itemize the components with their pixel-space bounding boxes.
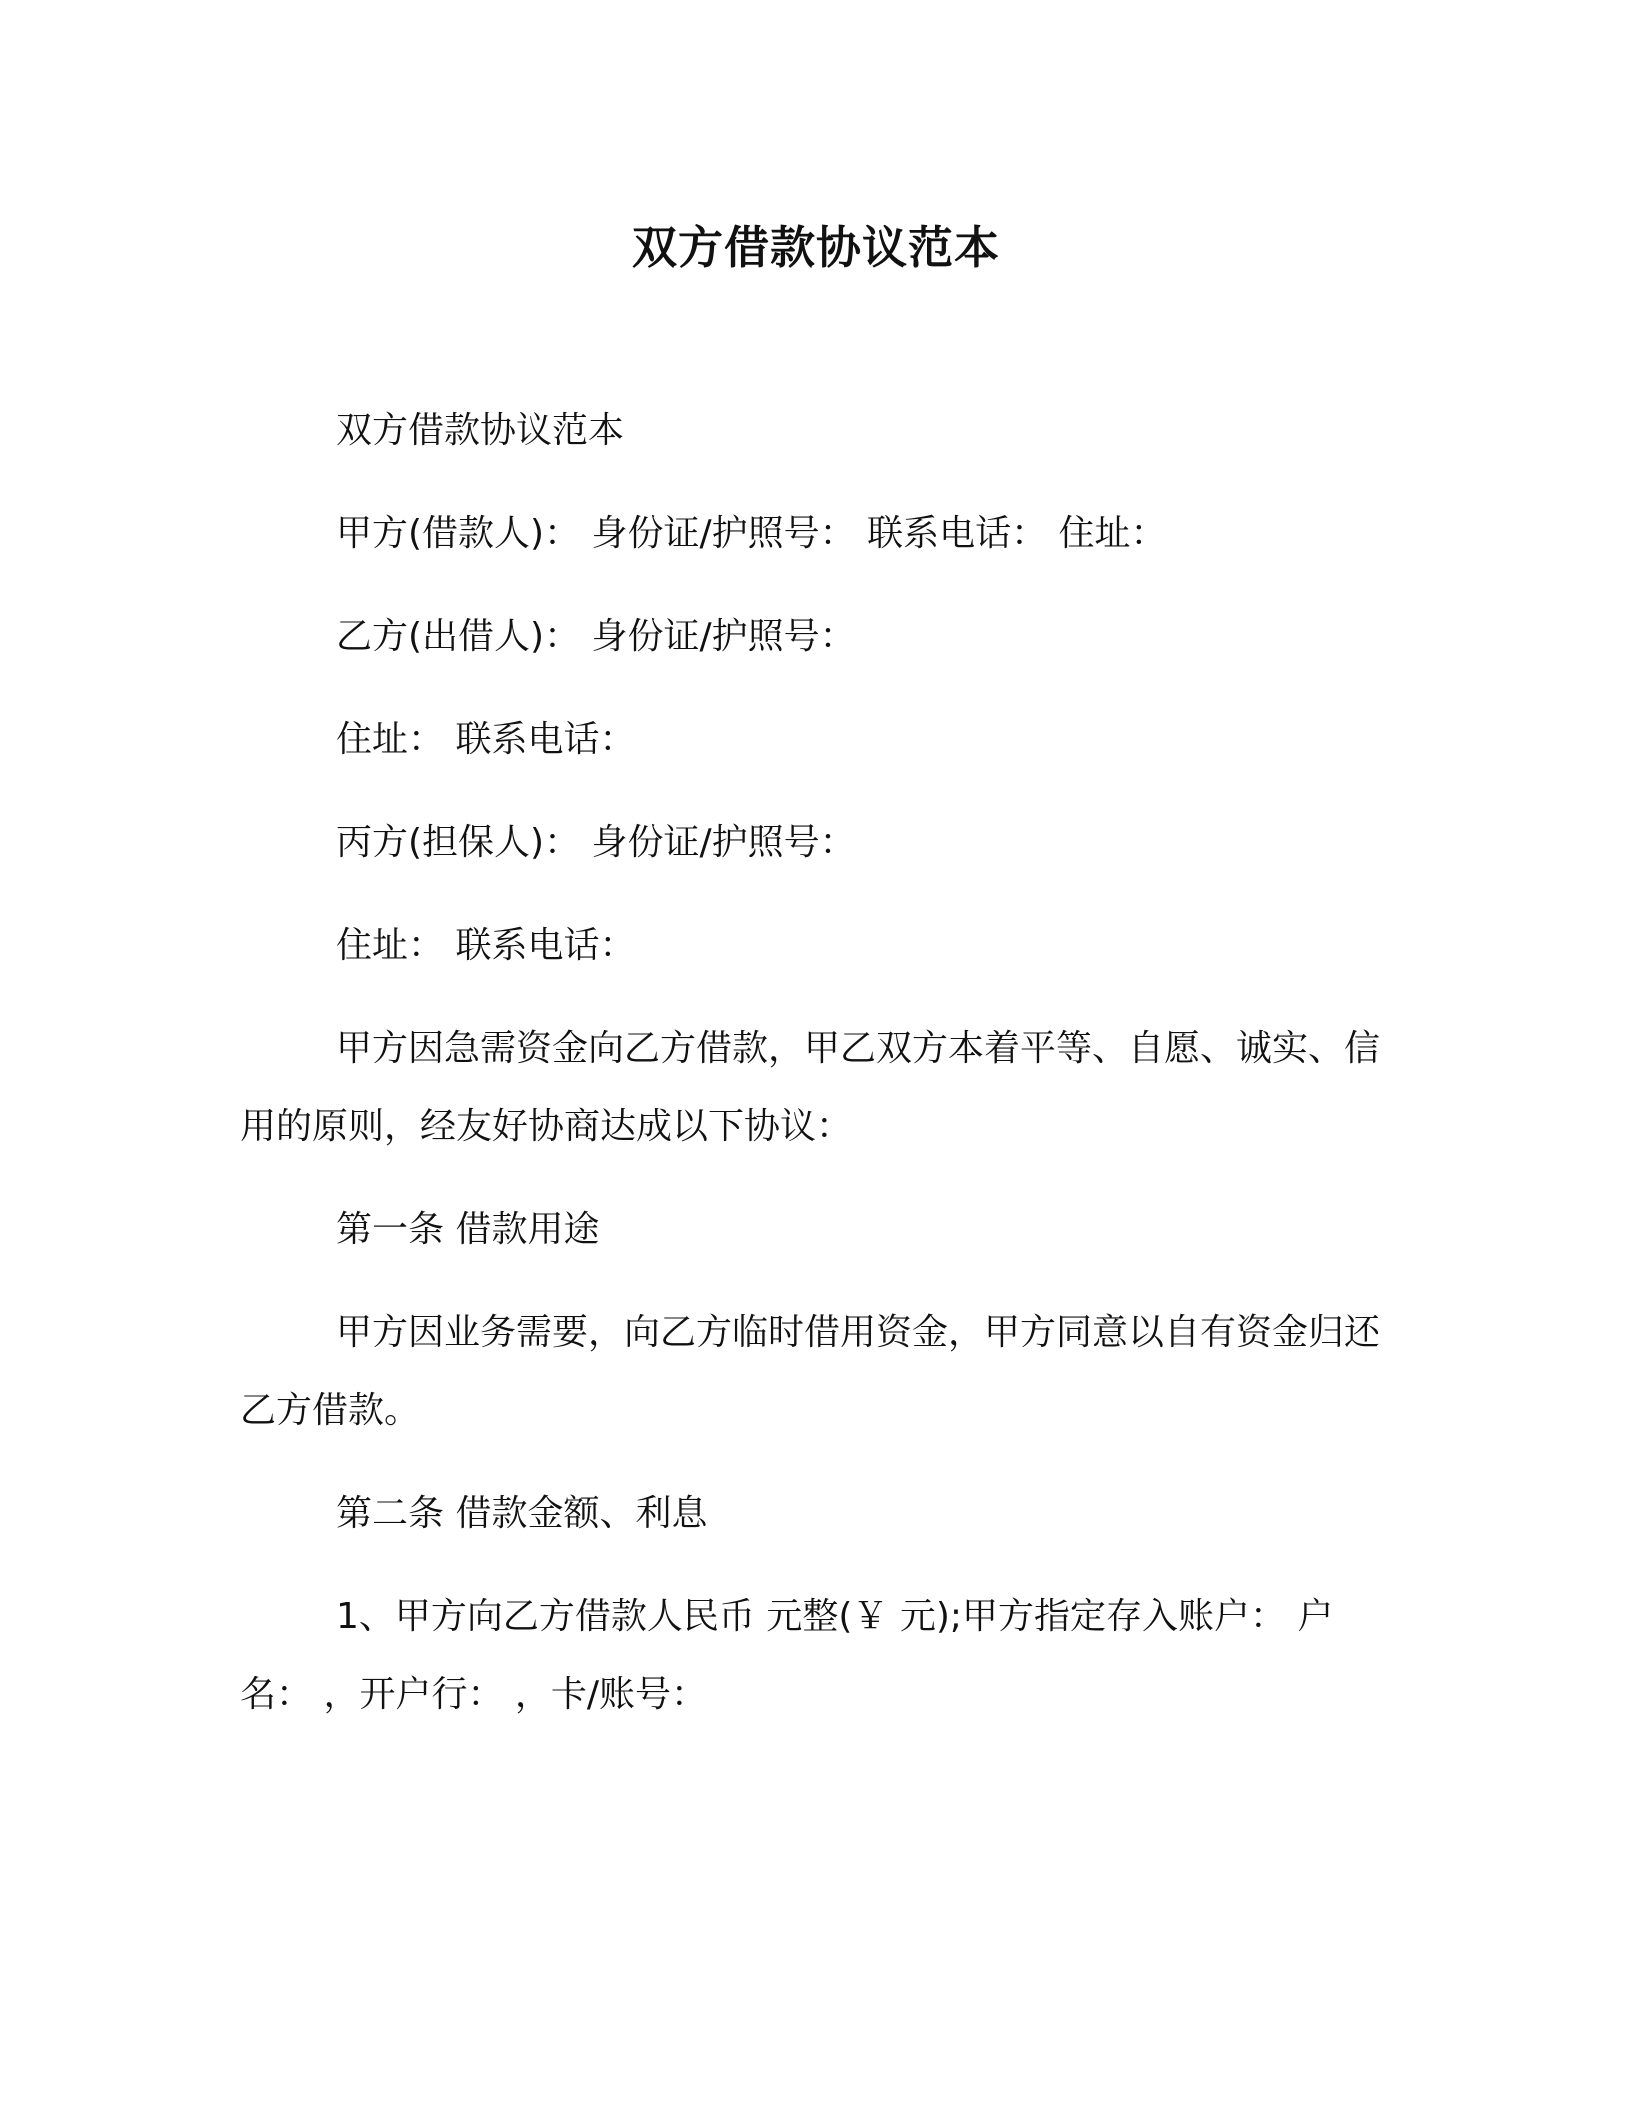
paragraph-party-b: 乙方(出借人)： 身份证/护照号： bbox=[336, 616, 856, 657]
paragraph-preamble: 甲方因急需资金向乙方借款，甲乙双方本着平等、自愿、诚实、信用的原则，经友好协商达成以下协议： bbox=[240, 1028, 1381, 1147]
paragraph-party-c-address: 住址： 联系电话： bbox=[336, 925, 636, 966]
article-1-heading: 第一条 借款用途 bbox=[336, 1209, 600, 1250]
paragraph-subtitle: 双方借款协议范本 bbox=[336, 410, 625, 451]
paragraph-party-a: 甲方(借款人)： 身份证/护照号： 联系电话： 住址： bbox=[336, 513, 1167, 554]
paragraph-party-c: 丙方(担保人)： 身份证/护照号： bbox=[336, 822, 856, 863]
article-2-heading: 第二条 借款金额、利息 bbox=[336, 1493, 708, 1534]
document-title: 双方借款协议范本 bbox=[631, 221, 1000, 274]
document-body bbox=[240, 392, 1400, 1759]
article-1-text: 甲方因业务需要，向乙方临时借用资金，甲方同意以自有资金归还乙方借款。 bbox=[240, 1312, 1381, 1431]
article-2-item-1: 1、甲方向乙方借款人民币 元整(￥ 元);甲方指定存入账户： 户名： ，开户行： ，卡/账号： bbox=[240, 1596, 1334, 1715]
paragraph-party-b-address: 住址： 联系电话： bbox=[336, 719, 636, 760]
